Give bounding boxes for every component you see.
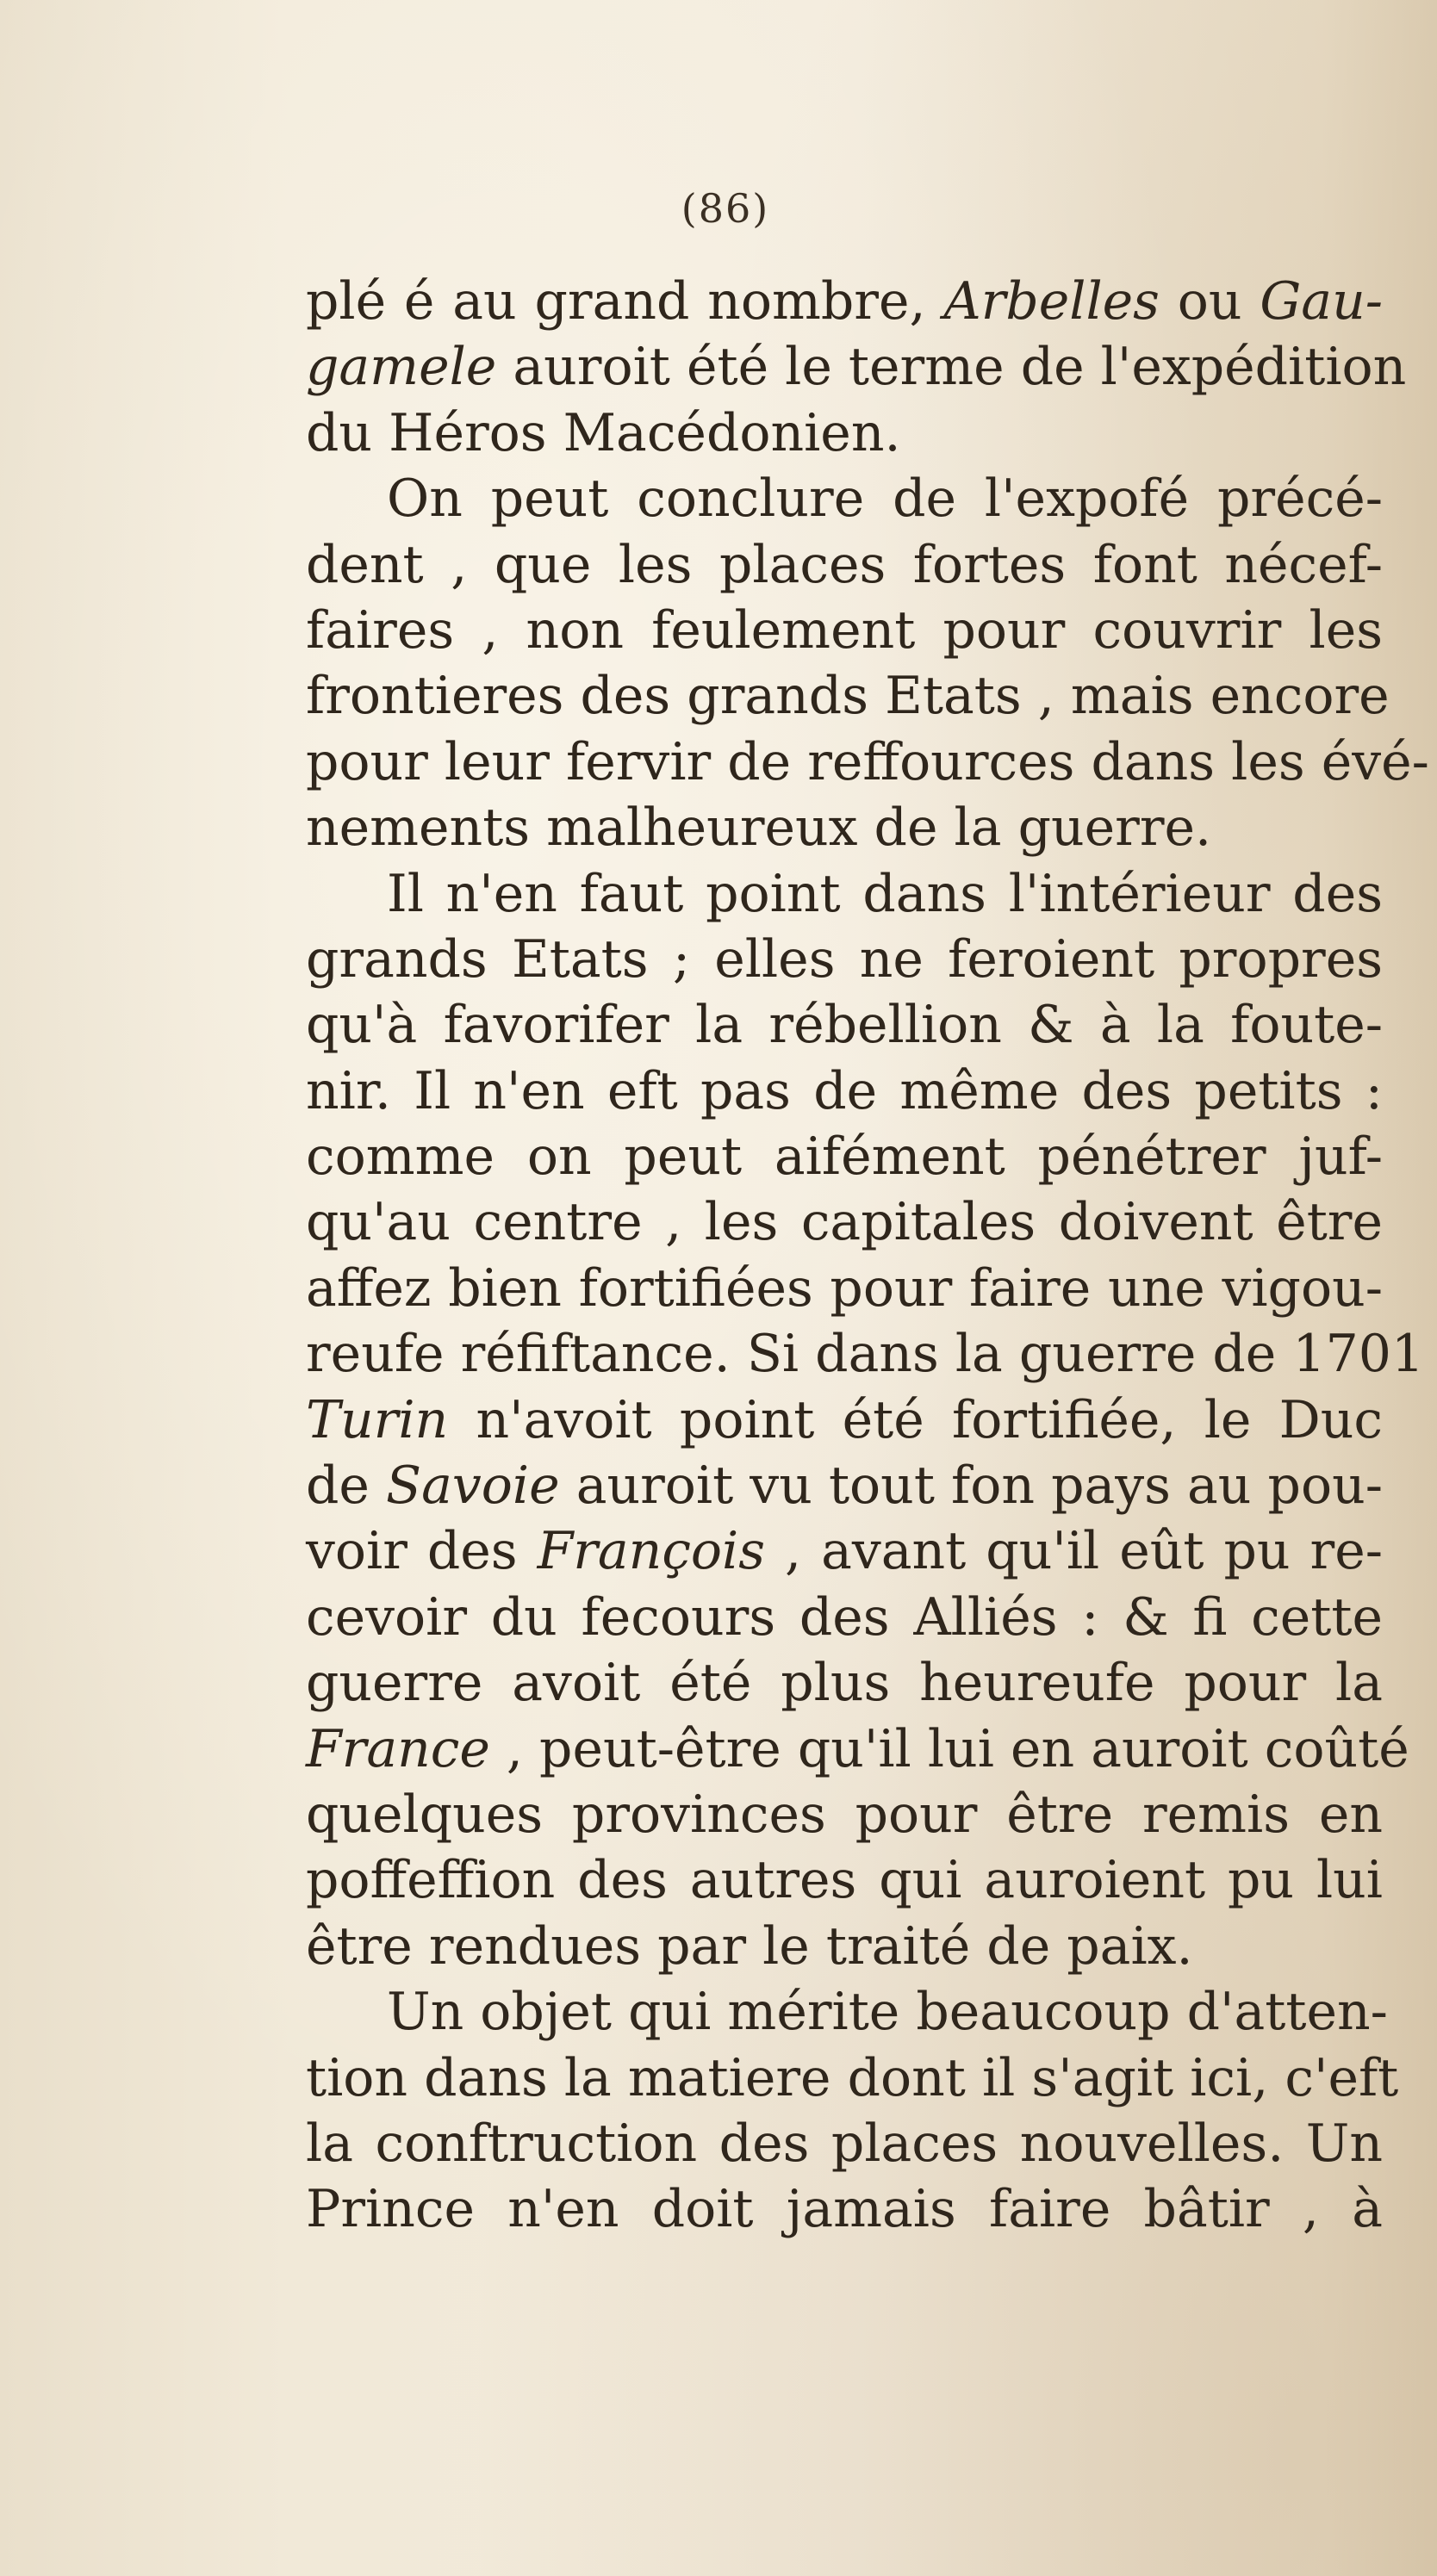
body-text: [306, 269, 1429, 2243]
text-line: tion dans la matiere dont il s'agit ici, c'eft: [306, 2047, 1399, 2108]
text-line: Il n'en faut point dans l'intérieur des: [387, 863, 1383, 924]
text-line: pour leur fervir de reffources dans les évé-: [306, 731, 1429, 792]
text-line: affez bien fortifiées pour faire une vigou-: [306, 1257, 1383, 1319]
text-line: qu'au centre , les capitales doivent être: [306, 1192, 1383, 1253]
text-line: cevoir du fecours des Alliés : & fi cette: [306, 1586, 1383, 1648]
text-line: comme on peut aifément pénétrer juf-: [306, 1127, 1383, 1188]
text-line: faires , non feulement pour couvrir les: [306, 599, 1383, 661]
text-line: Turin n'avoit point été fortifiée, le Duc: [306, 1389, 1383, 1450]
italic-term: Turin: [306, 1389, 449, 1450]
italic-term: Gau-: [1260, 271, 1383, 332]
text-line: plé é au grand nombre, Arbelles ou Gau-: [306, 271, 1383, 332]
text-line: nir. Il n'en eft pas de même des petits :: [306, 1060, 1383, 1121]
italic-term: Savoie: [386, 1456, 560, 1517]
text-line: gamele auroit été le terme de l'expédition: [306, 337, 1407, 398]
text-line: Un objet qui mérite beaucoup d'atten-: [387, 1982, 1388, 2043]
italic-term: François: [537, 1521, 766, 1582]
text-line: être rendues par le traité de paix.: [306, 1915, 1193, 1977]
text-line: France , peut-être qu'il lui en auroit coûté: [306, 1718, 1409, 1779]
text-line: poffeffion des autres qui auroient pu lui: [306, 1850, 1383, 1911]
page-number: (86): [681, 185, 770, 232]
text-line: On peut conclure de l'expofé précé-: [387, 469, 1383, 530]
text-line: grands Etats ; elles ne feroient propres: [306, 928, 1383, 990]
text-line: guerre avoit été plus heureufe pour la: [306, 1653, 1383, 1714]
text-line: nements malheureux de la guerre.: [306, 798, 1212, 859]
italic-term: gamele: [306, 337, 497, 398]
text-line: du Héros Macédonien.: [306, 402, 901, 463]
text-line: frontieres des grands Etats , mais encore: [306, 666, 1390, 727]
text-line: qu'à favorifer la rébellion & à la foute-: [306, 995, 1383, 1056]
text-line: la conftruction des places nouvelles. Un: [306, 2113, 1383, 2174]
text-line: de Savoie auroit vu tout fon pays au pou-: [306, 1456, 1383, 1517]
text-line: voir des François , avant qu'il eût pu re-: [306, 1521, 1383, 1582]
text-line: quelques provinces pour être remis en: [306, 1784, 1383, 1845]
text-line: dent , que les places fortes font nécef-: [306, 534, 1383, 595]
italic-term: France: [306, 1718, 490, 1779]
text-line: reufe réfiftance. Si dans la guerre de 1701: [306, 1324, 1425, 1385]
italic-term: Arbelles: [943, 271, 1160, 332]
text-line: Prince n'en doit jamais faire bâtir , à: [306, 2179, 1383, 2240]
